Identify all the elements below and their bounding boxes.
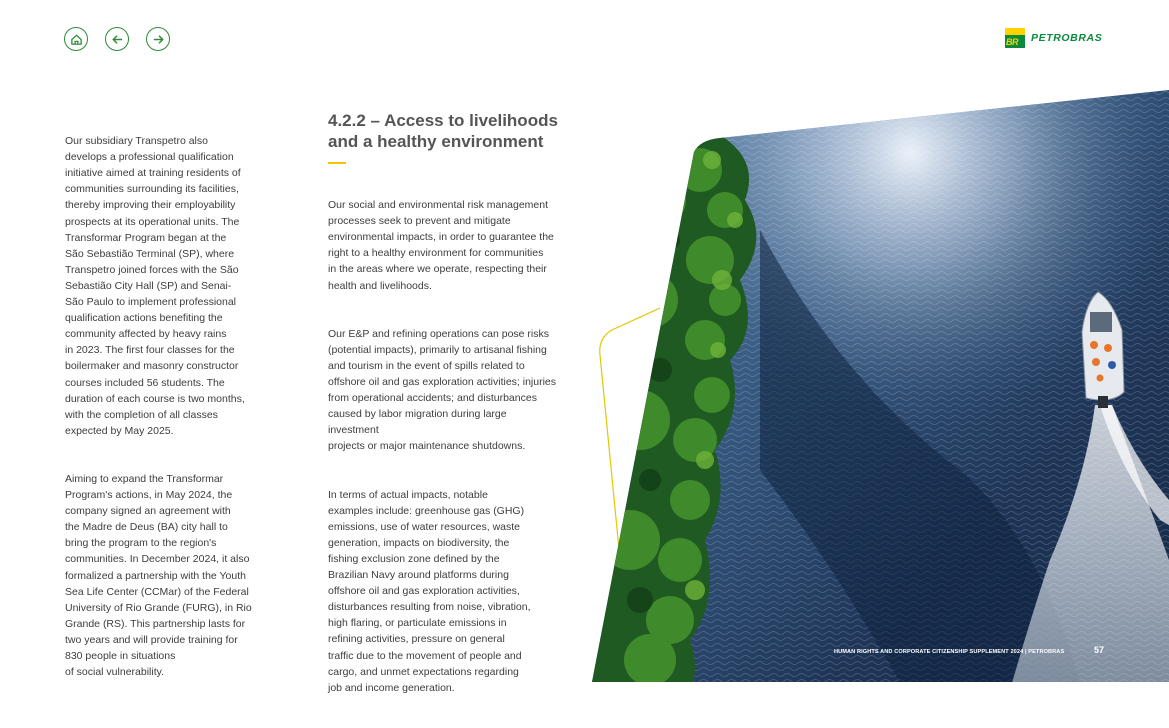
section-heading: 4.2.2 – Access to livelihoods and a healthy environment <box>328 111 558 151</box>
body-paragraph: Our social and environmental risk management processes seek to prevent and mitigate environmental impacts, in order to guarantee the right to a healthy environment for communities in the areas where we operate, respecting their health and livelihoods. <box>328 199 554 292</box>
page-number: 57 <box>1094 645 1105 655</box>
page-footer: HUMAN RIGHTS AND CORPORATE CITIZENSHIP SUPPLEMENT 2024 | PETROBRAS <box>834 649 1065 655</box>
logo-wordmark: PETROBRAS <box>1031 32 1103 44</box>
body-paragraph: Aiming to expand the Transformar Program's actions, in May 2024, the company signed an agreement with the Madre de Deus (BA) city hall to bring the program to the region's communities. In December 2024, it also formalized a partnership with the Youth Sea Life Center (CCMar) of the Federal University of Rio Grande (FURG), in Rio Grande (RS). This partnership lasts for two years and will provide training for 830 people in situations of social vulnerability. <box>65 472 252 679</box>
body-paragraph: In terms of actual impacts, notable examples include: greenhouse gas (GHG) emissions, use of water resources, waste generation, impacts on biodiversity, the fishing exclusion zone defined by the Brazilian Navy around platforms during offshore oil and gas exploration activities, disturbances resulting from noise, vibration, high flaring, or particulate emissions in refining activities, pressure on general traffic due to the movement of people and cargo, and unmet expectations regarding job and income generation. <box>328 488 531 694</box>
left-text-column <box>65 117 265 712</box>
body-paragraph: Our E&P and refining operations can pose risks (potential impacts), primarily to artisanal fishing and tourism in the event of spills related to offshore oil and gas exploration activities; injuries from operational accidents; and disturbances caused by labor migration during large investment projects or major maintenance shutdowns. <box>328 327 557 453</box>
logo-mark-text: BR <box>1006 37 1018 47</box>
body-paragraph: Our subsidiary Transpetro also develops a professional qualification initiative aimed at training residents of communities surrounding its facilities, thereby improving their employability prospects at its operational units. The Transformar Program began at the São Sebastião Terminal (SP), where Transpetro joined forces with the São Sebastião City Hall (SP) and Senai- São Paulo to implement professional qualification actions benefiting the community affected by heavy rains in 2023. The first four classes for the boilermaker and masonry constructor courses included 56 students. The duration of each course is two months, with the completion of all classes expected by May 2025. <box>65 135 245 437</box>
heading-underline <box>328 162 346 164</box>
section-text-column <box>328 181 558 728</box>
